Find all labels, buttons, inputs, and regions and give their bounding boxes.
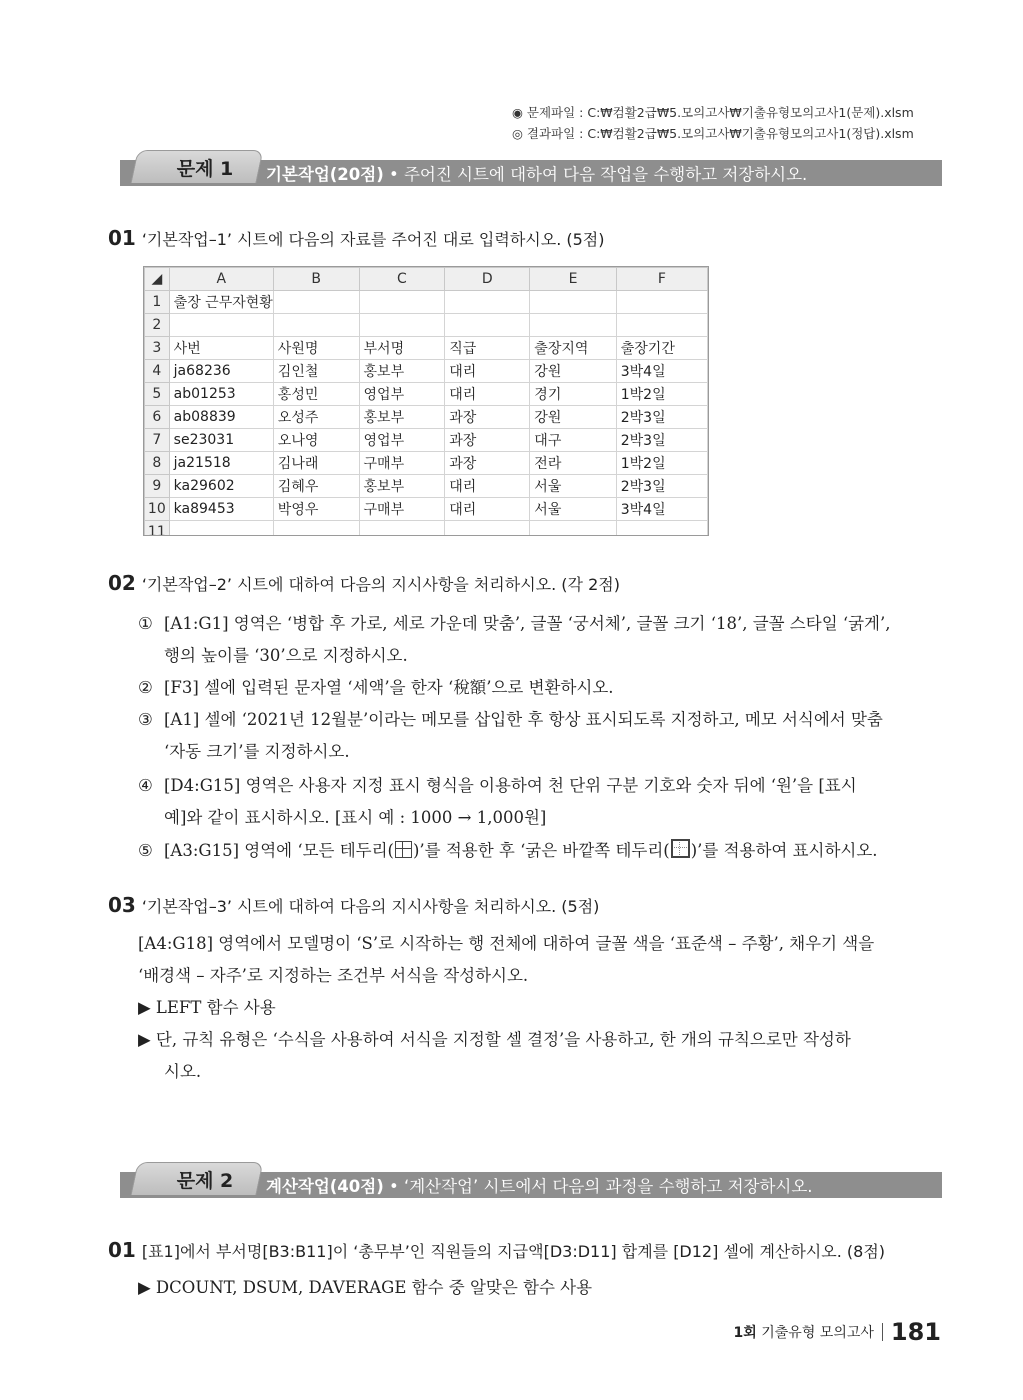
- item-marker: ①: [138, 614, 153, 633]
- sheet-cell: 2박3일: [616, 406, 707, 429]
- sheet-cell: 구매부: [359, 452, 445, 475]
- section-banner-1: [120, 150, 942, 186]
- sheet-row: [145, 452, 708, 475]
- question-text: ‘기본작업–1’ 시트에 다음의 자료를 주어진 대로 입력하시오. (5점): [141, 230, 605, 249]
- sheet-cell: 사원명: [273, 337, 359, 360]
- column-header: D: [445, 268, 530, 291]
- sheet-cell: ja21518: [169, 452, 273, 475]
- sheet-cell: 대리: [445, 498, 530, 521]
- sheet-cell: 출장기간: [616, 337, 707, 360]
- question-1-2: [108, 571, 620, 595]
- banner-text: [266, 161, 807, 185]
- sheet-cell: [273, 314, 359, 337]
- sheet-cell: 홍보부: [359, 475, 445, 498]
- section-desc: • ‘계산작업’ 시트에서 다음의 과정을 수행하고 저장하시오.: [383, 1177, 813, 1196]
- item-line: [D4:G15] 영역은 사용자 지정 표시 형식을 이용하여 천 단위 구분 기호와 숫자 뒤에 ‘원’을 [표시: [164, 776, 857, 795]
- sheet-cell: ab08839: [169, 406, 273, 429]
- sheet-cell: [530, 291, 616, 314]
- sheet-row: [145, 383, 708, 406]
- item-line: ‘자동 크기’를 지정하시오.: [164, 742, 350, 761]
- question-number: 01: [108, 1238, 136, 1262]
- question-text: [표1]에서 부서명[B3:B11]이 ‘총무부’인 직원들의 지급액[D3:D11] 합계를 [D12] 셀에 계산하시오. (8점): [141, 1242, 886, 1261]
- sheet-row: [145, 475, 708, 498]
- item-line: 예]와 같이 표시하시오. [표시 예 : 1000 → 1,000원]: [164, 808, 547, 827]
- sheet-cell: 강원: [530, 360, 616, 383]
- sheet-row: [145, 360, 708, 383]
- sheet-cell: 김나래: [273, 452, 359, 475]
- item-marker: ⑤: [138, 841, 153, 860]
- footer-divider: [882, 1323, 883, 1341]
- sheet-cell: 과장: [445, 452, 530, 475]
- sheet-row: [145, 314, 708, 337]
- sheet-cell: 과장: [445, 406, 530, 429]
- sheet-cell: 홍보부: [359, 406, 445, 429]
- column-header: B: [273, 268, 359, 291]
- column-header-row: [145, 268, 708, 291]
- row-header: 4: [145, 360, 170, 383]
- sheet-cell: 대구: [530, 429, 616, 452]
- sheet-cell: [169, 314, 273, 337]
- sheet-cell: [445, 521, 530, 537]
- page-number: 181: [890, 1318, 941, 1346]
- sheet-row: [145, 521, 708, 537]
- sheet-cell: 2박3일: [616, 475, 707, 498]
- spreadsheet: [143, 266, 709, 536]
- sheet-cell: 사번: [169, 337, 273, 360]
- sheet-cell: [530, 314, 616, 337]
- bullet-line: ▶ 단, 규칙 유형은 ‘수식을 사용하여 서식을 지정할 셀 결정’을 사용하고, 한 개의 규칙으로만 작성하: [138, 1030, 851, 1049]
- item-marker: ③: [138, 710, 153, 729]
- footer-label: [734, 1325, 874, 1341]
- instruction-item-3: [138, 704, 944, 768]
- sheet-cell: 출장 근무자현황: [169, 291, 273, 314]
- instruction-item-4: [138, 770, 944, 834]
- sheet-cell: 과장: [445, 429, 530, 452]
- sheet-cell: [616, 291, 707, 314]
- sheet-row: [145, 291, 708, 314]
- sheet-cell: 김인철: [273, 360, 359, 383]
- bullet-line: ▶ LEFT 함수 사용: [138, 998, 276, 1017]
- question-2-1: [108, 1238, 885, 1262]
- thick-outside-border-icon: [671, 839, 690, 858]
- sheet-cell: 3박4일: [616, 498, 707, 521]
- sheet-row: [145, 498, 708, 521]
- sheet-cell: [359, 291, 445, 314]
- item-text: )’를 적용하여 표시하시오.: [690, 841, 878, 860]
- column-header: A: [169, 268, 273, 291]
- banner-tab-label: 문제 2: [176, 1170, 234, 1192]
- row-header: 7: [145, 429, 170, 452]
- item-line: [A1] 셀에 ‘2021년 12월분’이라는 메모를 삽입한 후 항상 표시되도록 지정하고, 메모 서식에서 맞춤: [164, 710, 883, 729]
- row-header: 6: [145, 406, 170, 429]
- sheet-cell: 대리: [445, 383, 530, 406]
- spreadsheet-grid: [144, 267, 708, 536]
- sheet-cell: [359, 521, 445, 537]
- question-1-3: [108, 893, 599, 917]
- sheet-cell: 오나영: [273, 429, 359, 452]
- sheet-cell: [530, 521, 616, 537]
- body-line: [A4:G18] 영역에서 모델명이 ‘S’로 시작하는 행 전체에 대하여 글꼴 색을 ‘표준색 – 주황’, 채우기 색을: [138, 934, 875, 953]
- sheet-row: [145, 406, 708, 429]
- sheet-cell: 부서명: [359, 337, 445, 360]
- sheet-cell: 홍성민: [273, 383, 359, 406]
- row-header: 10: [145, 498, 170, 521]
- sheet-cell: 직급: [445, 337, 530, 360]
- sheet-cell: ab01253: [169, 383, 273, 406]
- file-info: [512, 102, 914, 144]
- sheet-row: [145, 337, 708, 360]
- row-header: 1: [145, 291, 170, 314]
- item-line: [A1:G1] 영역은 ‘병합 후 가로, 세로 가운데 맞춤’, 글꼴 ‘궁서체’, 글꼴 크기 ‘18’, 글꼴 스타일 ‘굵게’,: [164, 614, 891, 633]
- question-2-1-body: [138, 1272, 944, 1304]
- instruction-item-1: [138, 608, 944, 672]
- column-header: F: [616, 268, 707, 291]
- item-line: [F3] 셀에 입력된 문자열 ‘세액’을 한자 ‘稅額’으로 변환하시오.: [164, 678, 614, 697]
- instruction-item-2: [138, 672, 944, 704]
- item-text: [A3:G15] 영역에 ‘모든 테두리(: [164, 841, 394, 860]
- problem-file-path: ◉ 문제파일 : C:₩컴활2급₩5.모의고사₩기출유형모의고사1(문제).xlsm: [512, 105, 914, 120]
- sheet-cell: 홍보부: [359, 360, 445, 383]
- instruction-item-5: [138, 835, 944, 867]
- section-desc: • 주어진 시트에 대하여 다음 작업을 수행하고 저장하시오.: [383, 165, 808, 184]
- sheet-cell: 구매부: [359, 498, 445, 521]
- row-header: 11: [145, 521, 170, 537]
- row-header: 5: [145, 383, 170, 406]
- question-1-1: [108, 226, 605, 250]
- question-text: ‘기본작업–2’ 시트에 대하여 다음의 지시사항을 처리하시오. (각 2점): [141, 575, 620, 594]
- sheet-cell: 대리: [445, 475, 530, 498]
- spreadsheet-body: [145, 291, 708, 537]
- sheet-cell: 강원: [530, 406, 616, 429]
- banner-tab-label: 문제 1: [176, 158, 234, 180]
- sheet-cell: 오성주: [273, 406, 359, 429]
- bullet-line: ▶ DCOUNT, DSUM, DAVERAGE 함수 중 알맞은 함수 사용: [138, 1278, 593, 1297]
- item-line: 행의 높이를 ‘30’으로 지정하시오.: [164, 646, 408, 665]
- page-footer: [734, 1318, 941, 1346]
- sheet-cell: [616, 521, 707, 537]
- item-marker: ②: [138, 678, 153, 697]
- sheet-cell: [273, 291, 359, 314]
- sheet-cell: 김혜우: [273, 475, 359, 498]
- question-text: ‘기본작업–3’ 시트에 대하여 다음의 지시사항을 처리하시오. (5점): [141, 897, 600, 916]
- all-borders-icon: [395, 841, 412, 858]
- result-file-path: ◎ 결과파일 : C:₩컴활2급₩5.모의고사₩기출유형모의고사1(정답).xlsm: [512, 126, 914, 141]
- question-number: 02: [108, 571, 136, 595]
- section-banner-2: [120, 1162, 942, 1198]
- sheet-cell: [359, 314, 445, 337]
- sheet-cell: 서울: [530, 475, 616, 498]
- sheet-cell: 경기: [530, 383, 616, 406]
- question-3-body: [138, 928, 944, 1088]
- sheet-cell: 박영우: [273, 498, 359, 521]
- column-header: E: [530, 268, 616, 291]
- sheet-cell: 영업부: [359, 383, 445, 406]
- row-header: 3: [145, 337, 170, 360]
- banner-text: [266, 1173, 813, 1197]
- sheet-cell: [169, 521, 273, 537]
- section-title: 계산작업(40점): [266, 1177, 384, 1196]
- sheet-cell: ka29602: [169, 475, 273, 498]
- row-header: 2: [145, 314, 170, 337]
- sheet-cell: 전라: [530, 452, 616, 475]
- column-header: C: [359, 268, 445, 291]
- sheet-cell: ka89453: [169, 498, 273, 521]
- sheet-cell: 대리: [445, 360, 530, 383]
- section-title: 기본작업(20점): [266, 165, 384, 184]
- sheet-cell: ja68236: [169, 360, 273, 383]
- select-all-corner: ◢: [145, 268, 170, 291]
- sheet-row: [145, 429, 708, 452]
- row-header: 9: [145, 475, 170, 498]
- sheet-cell: se23031: [169, 429, 273, 452]
- item-text: )’를 적용한 후 ‘굵은 바깥쪽 테두리(: [412, 841, 670, 860]
- bullet-line: 시오.: [164, 1062, 202, 1081]
- sheet-cell: 1박2일: [616, 383, 707, 406]
- footer-title: 기출유형 모의고사: [756, 1325, 874, 1341]
- item-marker: ④: [138, 776, 153, 795]
- sheet-cell: [445, 314, 530, 337]
- sheet-cell: 서울: [530, 498, 616, 521]
- sheet-cell: 3박4일: [616, 360, 707, 383]
- sheet-cell: 출장지역: [530, 337, 616, 360]
- row-header: 8: [145, 452, 170, 475]
- sheet-cell: 영업부: [359, 429, 445, 452]
- sheet-cell: [273, 521, 359, 537]
- sheet-cell: 1박2일: [616, 452, 707, 475]
- sheet-cell: [616, 314, 707, 337]
- question-number: 01: [108, 226, 136, 250]
- footer-round: 1회: [733, 1325, 757, 1341]
- question-number: 03: [108, 893, 136, 917]
- sheet-cell: [445, 291, 530, 314]
- body-line: ‘배경색 – 자주’로 지정하는 조건부 서식을 작성하시오.: [138, 966, 529, 985]
- sheet-cell: 2박3일: [616, 429, 707, 452]
